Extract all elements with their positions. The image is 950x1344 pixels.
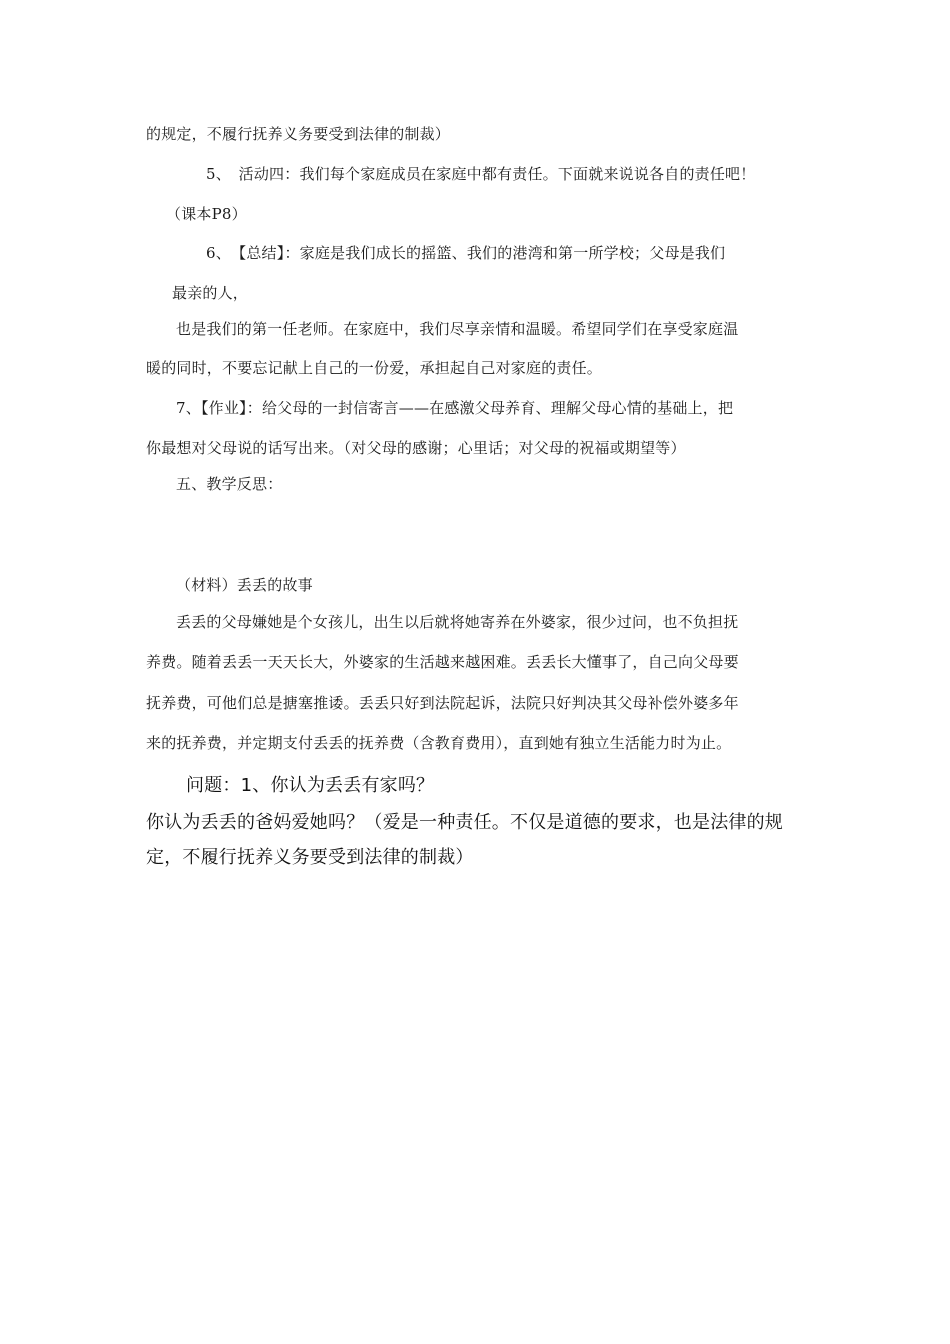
- question-line-1: 问题：1、你认为丢丢有家吗？: [186, 775, 435, 796]
- text-line-7: 暖的同时，不要忘记献上自己的一份爱，承担起自己对家庭的责任。: [146, 359, 603, 377]
- text-line-5: 最亲的人，: [172, 284, 249, 302]
- text-line-4: 6、 【总结】：家庭是我们成长的摇篮、我们的港湾和第一所学校；父母是我们: [206, 244, 726, 262]
- material-line-1: 丢丢的父母嫌她是个女孩儿，出生以后就将她寄养在外婆家，很少过问，也不负担抚: [176, 613, 739, 631]
- section-heading-reflection: 五、教学反思：: [176, 475, 283, 493]
- material-line-2: 养费。随着丢丢一天天长大，外婆家的生活越来越困难。丢丢长大懂事了，自己向父母要: [146, 653, 739, 671]
- text-line-8: 7、【作业】：给父母的一封信寄言——在感激父母养育、理解父母心情的基础上，把: [176, 399, 734, 417]
- text-line-9: 你最想对父母说的话写出来。（对父母的感谢；心里话；对父母的祝福或期望等）: [146, 439, 686, 457]
- material-title: （材料）丢丢的故事: [176, 576, 313, 594]
- question-line-2: 你认为丢丢的爸妈爱她吗？（爱是一种责任。不仅是道德的要求，也是法律的规: [146, 812, 783, 833]
- question-line-3: 定，不履行抚养义务要受到法律的制裁）: [146, 847, 474, 868]
- material-line-4: 来的抚养费，并定期支付丢丢的抚养费（含教育费用），直到她有独立生活能力时为止。: [146, 734, 732, 752]
- material-line-3: 抚养费，可他们总是搪塞推诿。丢丢只好到法院起诉，法院只好判决其父母补偿外婆多年: [146, 694, 739, 712]
- text-line-6: 也是我们的第一任老师。在家庭中，我们尽享亲情和温暖。希望同学们在享受家庭温: [176, 320, 739, 338]
- text-line-2: 5、 活动四：我们每个家庭成员在家庭中都有责任。下面就来说说各自的责任吧！: [206, 165, 756, 183]
- text-line-3: （课本P8）: [166, 205, 247, 223]
- text-line-1: 的规定，不履行抚养义务要受到法律的制裁）: [146, 125, 451, 143]
